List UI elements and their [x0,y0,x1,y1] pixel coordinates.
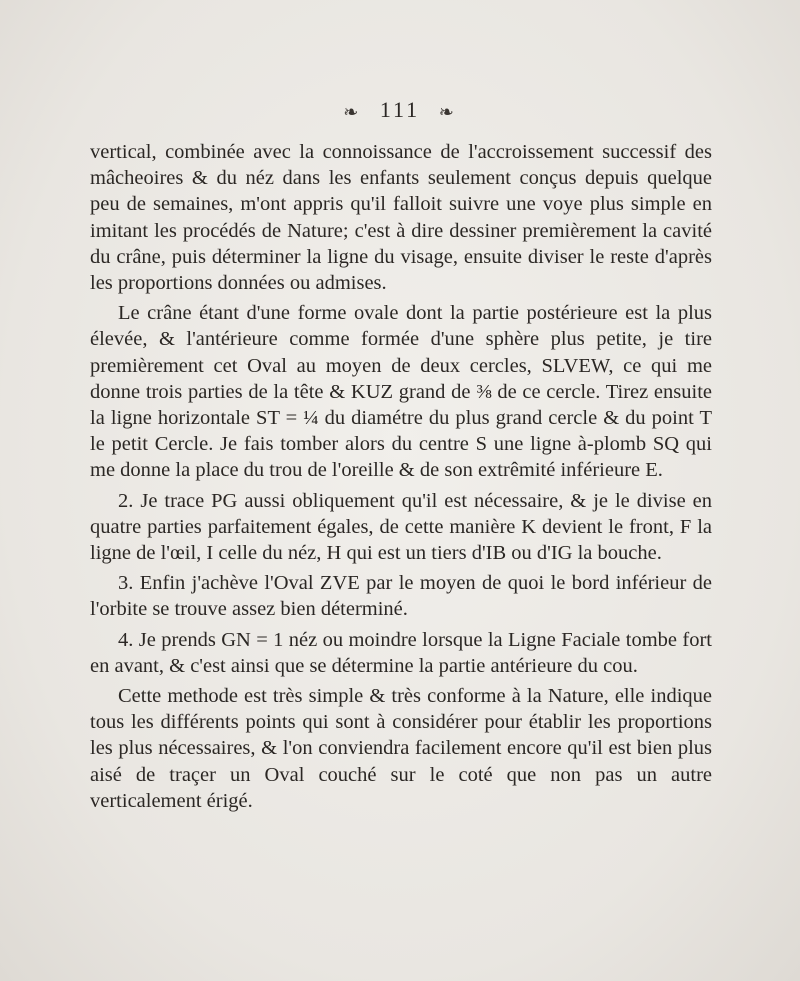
paragraph-3: 2. Je trace PG aussi obliquement qu'il est nécessaire, & je le divise en quatre parties parfaitement égales, de cette manière K devient le front, F la ligne de l'œil, I celle du néz, H qui est un tiers d'IB ou d'IG la bouche. [90,489,712,565]
page-number: 111 [379,97,421,122]
page-header [0,97,800,125]
paragraph-2: Le crâne étant d'une forme ovale dont la partie postérieure est la plus élevée, & l'antérieure comme formée d'une sphère plus petite, je tire premièrement cet Oval au moyen de deux cercles, SLVEW, ce qui me donne trois parties de la tête & KUZ grand de ⅜ de ce cercle. Tirez ensuite la ligne horizontale ST = ¼ du diamétre du plus grand cercle & du point T le petit Cercle. Je fais tomber alors du centre S une ligne à-plomb SQ qui me donne la place du trou de l'oreille & de son extrêmité inférieure E. [90,302,712,482]
paragraph-1: vertical, combinée avec la connoissance de l'accroissement successif des mâcheoires & du néz dans les enfants seulement conçus depuis quelque peu de semaines, m'ont appris qu'il falloit suivre une voye plus simple en imitant les procédés de Nature; c'est à dire dessiner premièrement la cavité du crâne, puis déterminer la ligne du visage, ensuite diviser le reste d'après les proportions données ou admises. [90,141,712,295]
body-text [90,139,712,814]
paragraph-5: 4. Je prends GN = 1 néz ou moindre lorsque la Ligne Faciale tombe fort en avant, & c'est ainsi que se détermine la partie antérieure du cou. [90,628,712,677]
paragraph-4: 3. Enfin j'achève l'Oval ZVE par le moyen de quoi le bord inférieur de l'orbite se trouve assez bien déterminé. [90,572,712,621]
right-ornament-icon: ❧ [438,101,457,122]
left-ornament-icon: ❧ [343,101,362,122]
paragraph-6: Cette methode est très simple & très conforme à la Nature, elle indique tous les différents points qui sont à considérer pour établir les proportions les plus nécessaires, & l'on conviendra facilement encore qu'il est bien plus aisé de traçer un Oval couché sur le coté que non pas un autre verticalement érigé. [90,685,712,812]
